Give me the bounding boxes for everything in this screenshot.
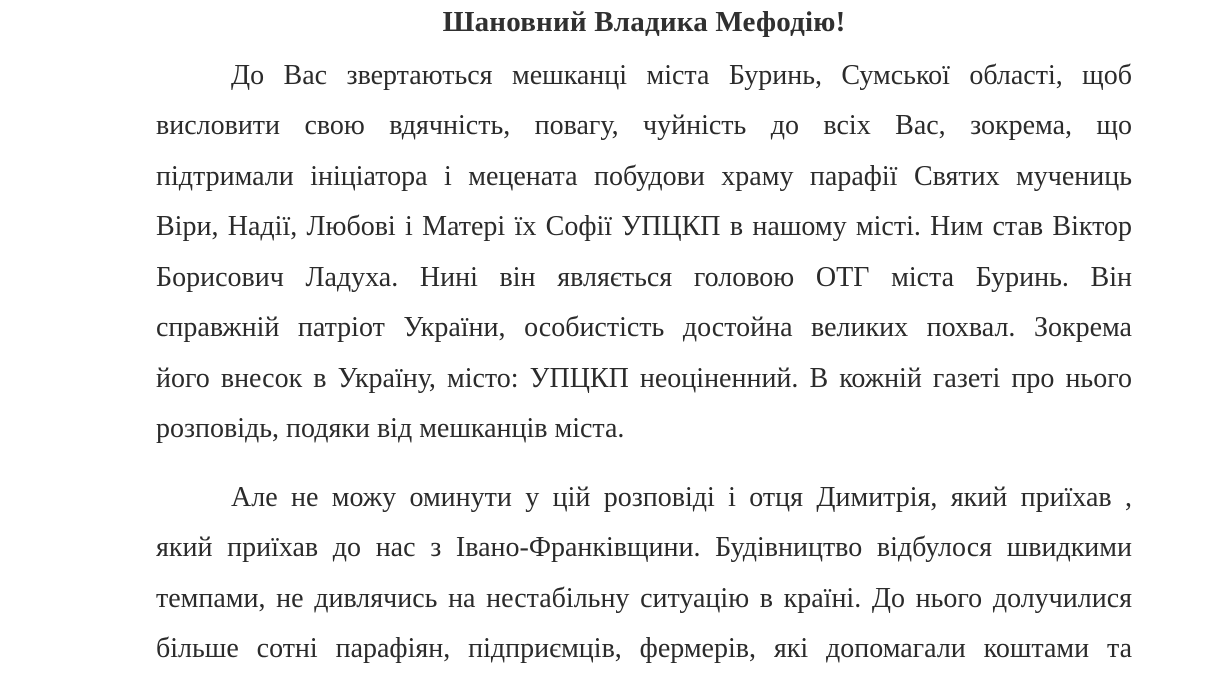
text-line: Але не можу оминути у цій розповіді і отця Димитрія, який приїхав , — [231, 482, 1132, 513]
text-line: справжній патріот України, особистість достойна великих похвал. Зокрема — [156, 312, 1132, 343]
text-line: розповідь, подяки від мешканців міста. — [156, 413, 625, 444]
text-line: висловити свою вдячність, повагу, чуйність до всіх Вас, зокрема, що — [156, 110, 1132, 141]
text-line: Віри, Надії, Любові і Матері їх Софії УПЦКП в нашому місті. Ним став Віктор — [156, 211, 1132, 242]
text-line: До Вас звертаються мешканці міста Буринь, Сумської області, щоб — [231, 60, 1132, 91]
text-line: який приїхав до нас з Івано-Франківщини. Будівництво відбулося швидкими — [156, 532, 1132, 563]
text-line: його внесок в Україну, місто: УПЦКП неоціненний. В кожній газеті про нього — [156, 363, 1132, 394]
text-line: більше сотні парафіян, підприємців, фермерів, які допомагали коштами та — [156, 633, 1132, 664]
text-line: Борисович Ладуха. Нині він являється головою ОТГ міста Буринь. Він — [156, 262, 1132, 293]
text-line: темпами, не дивлячись на нестабільну ситуацію в країні. До нього долучилися — [156, 583, 1132, 614]
text-line: підтримали ініціатора і мецената побудови храму парафії Святих мучениць — [156, 161, 1132, 192]
letter-title: Шановний Владика Мефодію! — [442, 6, 846, 38]
